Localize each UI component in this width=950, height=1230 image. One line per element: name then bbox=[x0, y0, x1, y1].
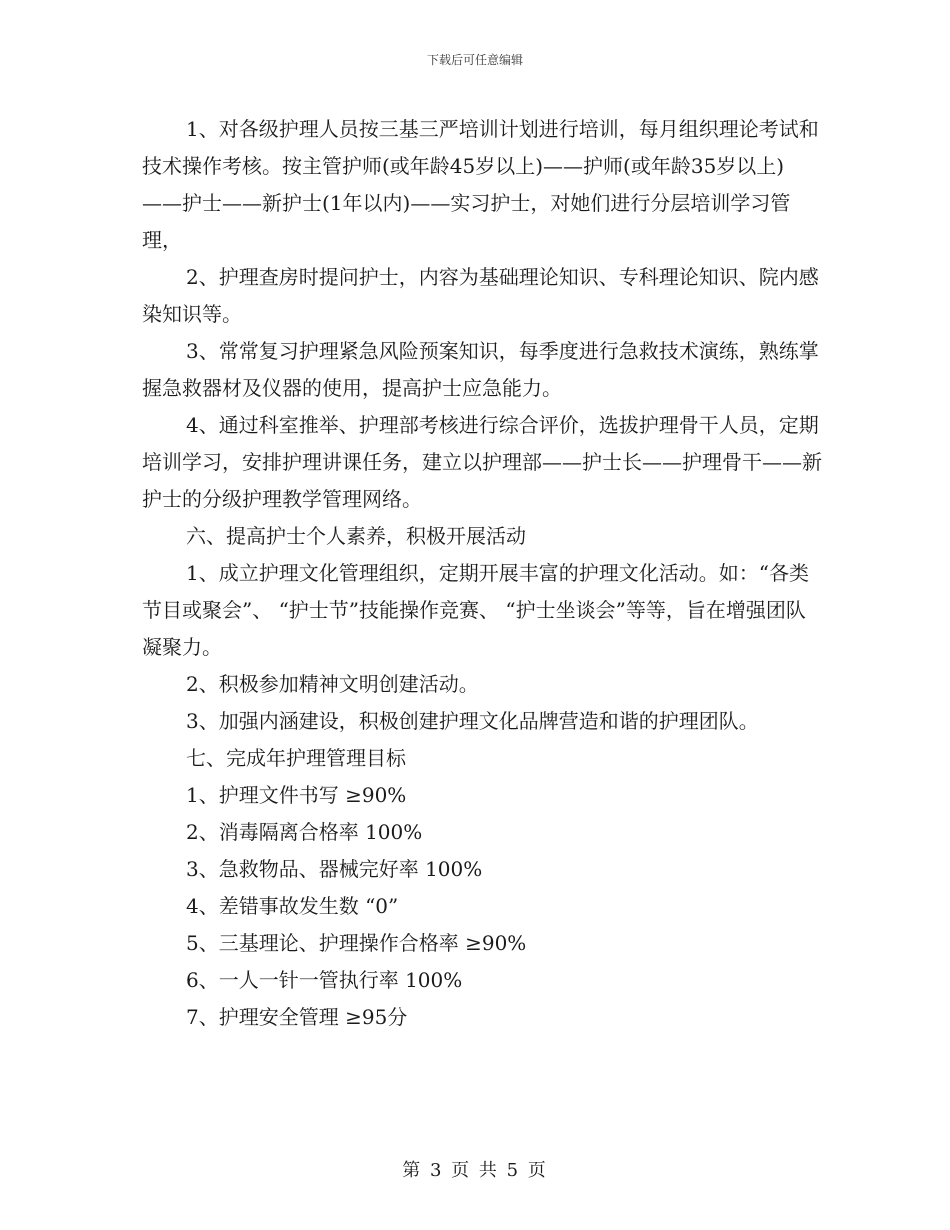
goal-item: 4、差错事故发生数 “0” bbox=[186, 894, 399, 918]
paragraph-emergency-drill: 3、常常复习护理紧急风险预案知识，每季度进行急救技术演练，熟练掌握急救器材及仪器的使用，提高护士应急能力。 bbox=[142, 339, 819, 400]
goal-item: 2、消毒隔离合格率 100% bbox=[186, 820, 423, 844]
paragraph-backbone-selection: 4、通过科室推举、护理部考核进行综合评价，选拔护理骨干人员，定期培训学习，安排护理讲课任务，建立以护理部——护士长——护理骨干——新护士的分级护理教学管理网络。 bbox=[142, 413, 822, 511]
goal-item: 3、急救物品、器械完好率 100% bbox=[186, 857, 483, 881]
section-heading-seven: 七、完成年护理管理目标 bbox=[186, 746, 406, 770]
paragraph-training-plan: 1、对各级护理人员按三基三严培训计划进行培训，每月组织理论考试和技术操作考核。按主管护师(或年龄45岁以上)——护师(或年龄35岁以上)——护士——新护士(1年以内)——实习护士，对她们进行分层培训学习管理， bbox=[142, 117, 819, 252]
goal-item: 7、护理安全管理 ≥95分 bbox=[186, 1005, 408, 1029]
goal-item: 1、护理文件书写 ≥90% bbox=[186, 783, 407, 807]
goal-item: 5、三基理论、护理操作合格率 ≥90% bbox=[186, 931, 527, 955]
document-body bbox=[142, 111, 822, 1036]
paragraph-connotation-building: 3、加强内涵建设，积极创建护理文化品牌营造和谐的护理团队。 bbox=[186, 709, 759, 733]
goal-item: 6、一人一针一管执行率 100% bbox=[186, 968, 463, 992]
page-number: 第 3 页 共 5 页 bbox=[402, 1160, 548, 1181]
section-heading-six: 六、提高护士个人素养，积极开展活动 bbox=[186, 524, 526, 548]
paragraph-culture-activities: 1、成立护理文化管理组织，定期开展丰富的护理文化活动。如：“各类节目或聚会”、 “护士节”技能操作竞赛、 “护士坐谈会”等等，旨在增强团队凝聚力。 bbox=[142, 561, 809, 659]
paragraph-civilization-activities: 2、积极参加精神文明创建活动。 bbox=[186, 672, 479, 696]
paragraph-ward-rounds: 2、护理查房时提问护士，内容为基础理论知识、专科理论知识、院内感染知识等。 bbox=[142, 265, 819, 326]
page-header-note: 下载后可任意编辑 bbox=[426, 53, 523, 67]
